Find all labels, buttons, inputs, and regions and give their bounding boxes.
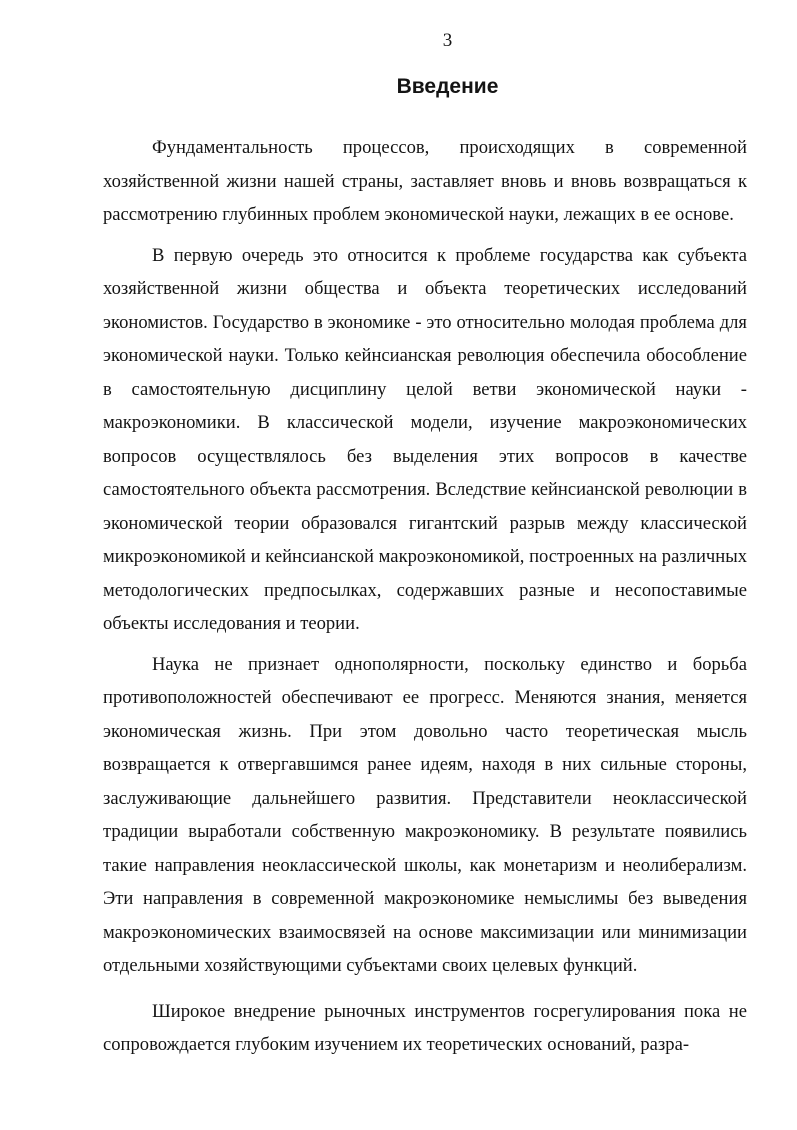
body-text: [103, 131, 747, 1062]
paragraph-1: Фундаментальность процессов, происходящих в современной хозяйственной жизни нашей страны, заставляет вновь и вновь возвращаться к рассмотрению глубинных проблем экономической науки, лежащих в ее основе.: [103, 137, 747, 225]
section-heading: Введение: [396, 75, 499, 98]
page-number: 3: [442, 30, 453, 51]
paragraph-3: Наука не признает однополярности, поскольку единство и борьба противоположностей обеспечивают ее прогресс. Меняются знания, меняется экономическая жизнь. При этом довольно часто теоретическая мысль возвращается к отвергавшимся ранее идеям, находя в них сильные стороны, заслуживающие дальнейшего развития. Представители неоклассической традиции выработали собственную макроэкономику. В результате появились такие направления неоклассической школы, как монетаризм и неолиберализм. Эти направления в современной макроэкономике немыслимы без выведения макроэкономических взаимосвязей на основе максимизации или минимизации отдельными хозяйствующими субъектами своих целевых функций.: [103, 653, 747, 976]
paragraph-2: В первую очередь это относится к проблеме государства как субъекта хозяйственной жизни общества и объекта теоретических исследований экономистов. Государство в экономике - это относительно молодая проблема для экономической науки. Только кейнсианская революция обеспечила обособление в самостоятельную дисциплину целой ветви экономической науки - макроэкономики. В классической модели, изучение макроэкономических вопросов осуществлялось без выделения этих вопросов в качестве самостоятельного объекта рассмотрения. Вследствие кейнсианской революции в экономической теории образовался гигантский разрыв между классической микроэкономикой и кейнсианской макроэкономикой, построенных на различных методологических предпосылках, содержавших разные и несопоставимые объекты исследования и теории.: [103, 244, 747, 634]
paragraph-4: Широкое внедрение рыночных инструментов госрегулирования пока не сопровождается глубоким изучением их теоретических оснований, разра-: [103, 1000, 747, 1055]
